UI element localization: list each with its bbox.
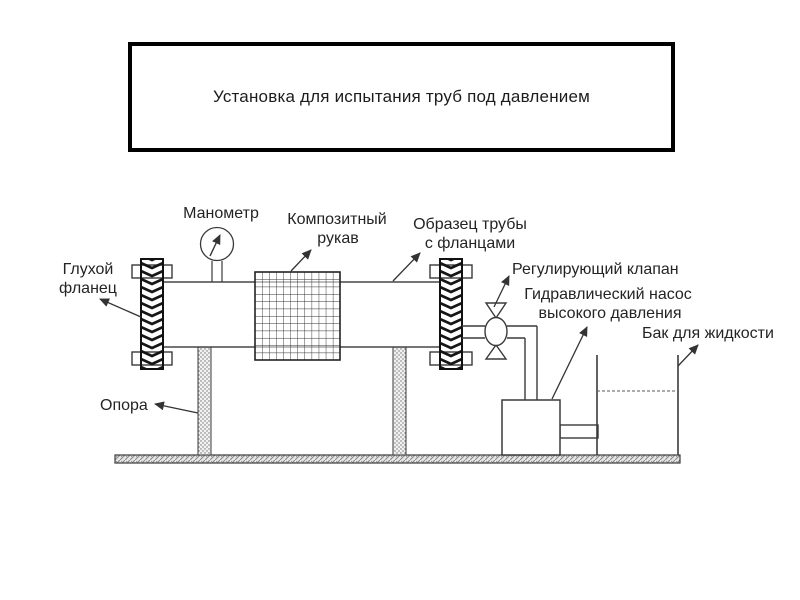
liquid-tank xyxy=(597,355,678,455)
label-pipe-sample-1: Образец трубы xyxy=(413,216,527,233)
valve-body xyxy=(485,318,507,346)
label-pipe-sample-2: с фланцами xyxy=(424,235,516,252)
control-valve xyxy=(485,303,507,359)
leader-composite-hose xyxy=(291,250,311,271)
label-control-valve: Регулирующий клапан xyxy=(512,261,679,278)
diagram-title: Установка для испытания труб под давлением xyxy=(212,87,591,106)
label-hydraulic-pump-2: высокого давления xyxy=(538,305,682,322)
label-support: Опора xyxy=(100,397,148,414)
leader-pipe-sample xyxy=(393,253,420,281)
label-blind-flange-2: фланец xyxy=(59,280,117,297)
supports xyxy=(198,347,406,455)
pump-outlet-pipe xyxy=(560,425,598,438)
leader-liquid-tank xyxy=(678,345,698,366)
hose-mesh xyxy=(255,272,340,360)
label-blind-flange-1: Глухой xyxy=(62,261,114,278)
label-composite-hose-1: Композитный xyxy=(287,211,387,228)
composite-hose xyxy=(255,272,340,360)
support-left xyxy=(198,347,211,455)
leader-support xyxy=(155,404,198,413)
flange-right xyxy=(440,259,462,369)
leader-blind-flange xyxy=(100,299,141,317)
pressure-gauge xyxy=(201,228,234,283)
leader-hydraulic-pump xyxy=(552,327,587,399)
label-manometer: Манометр xyxy=(183,205,259,222)
hydraulic-pump xyxy=(502,400,560,455)
label-liquid-tank: Бак для жидкости xyxy=(642,325,774,342)
valve-stem-bottom xyxy=(486,345,506,359)
ground-base xyxy=(115,455,680,463)
valve-stem-top xyxy=(486,303,506,318)
support-right xyxy=(393,347,406,455)
blind-flange-left xyxy=(141,259,163,369)
label-composite-hose-2: рукав xyxy=(317,230,359,247)
label-hydraulic-pump-1: Гидравлический насос xyxy=(524,286,692,303)
gauge-dial xyxy=(201,228,234,261)
